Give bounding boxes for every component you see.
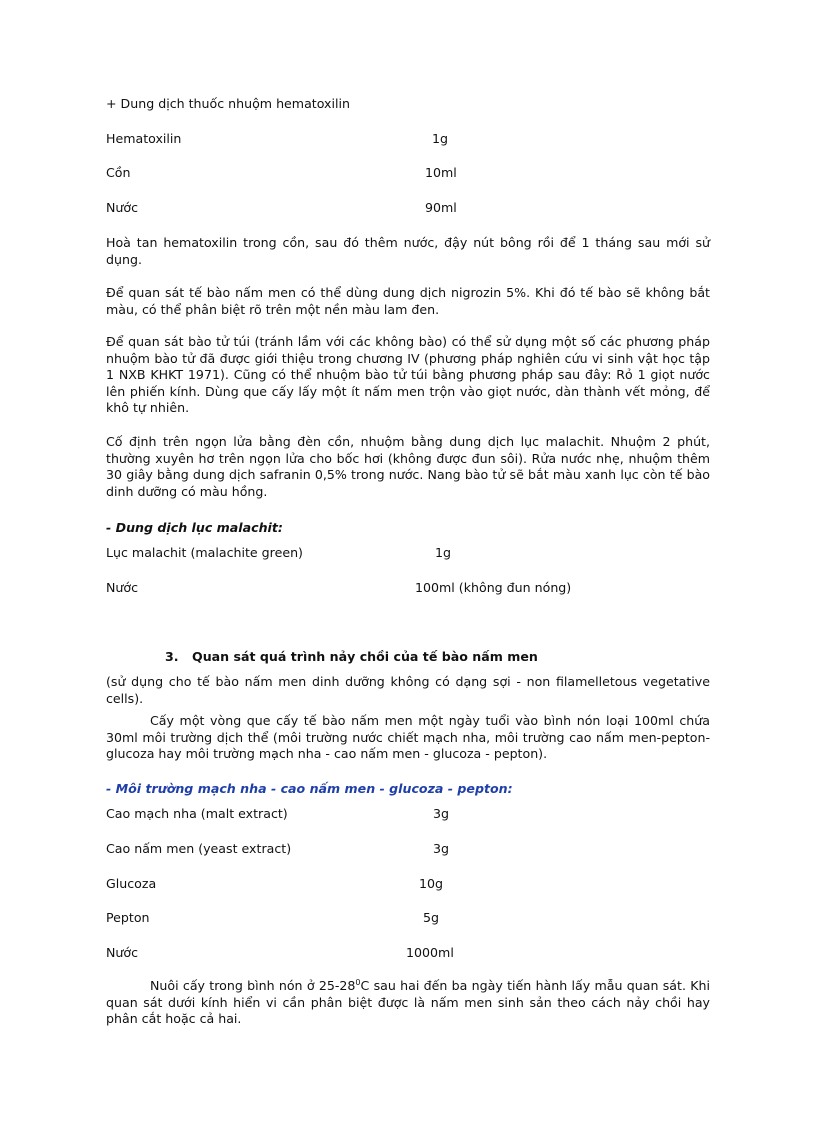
recipe-item-name: Cao mạch nha (malt extract) — [106, 806, 288, 821]
recipe-item-amount: 3g — [433, 806, 450, 821]
recipe-item-name: Cao nấm men (yeast extract) — [106, 841, 292, 856]
superscript-degree: 0 — [355, 978, 361, 987]
recipe-item-name: Pepton — [106, 910, 150, 925]
paragraph-su-dung: (sử dụng cho tế bào nấm men dinh dưỡng không có dạng sợi - non filamelletous vegetative cells). — [106, 674, 710, 706]
recipe-item-amount: 90ml — [425, 200, 457, 215]
recipe-item-name: Nước — [106, 580, 139, 595]
paragraph-nuoi-cay: Nuôi cấy trong bình nón ở $25-28^0C$ sau hai đến ba ngày tiến hành lấy mẫu quan sát. Khi quan sát dưới kính hiển vi cần phân biệt được là nấm men sinh sản theo cách nảy chồi hay phân cắt hoặc cả hai. — [106, 978, 710, 1026]
recipe-item-name: Glucoza — [106, 876, 157, 891]
paragraph-hoa-tan: Hoà tan hematoxilin trong cồn, sau đó thêm nước, đậy nút bông rồi để 1 tháng sau mới sử dụng. — [106, 235, 710, 267]
recipe-item-amount: 10ml — [425, 165, 457, 180]
section-3-title: Quan sát quá trình nảy chồi của tế bào nấm men — [192, 649, 538, 664]
malachit-heading: - Dung dịch lục malachit: — [106, 520, 283, 535]
section-3-number: 3. — [165, 649, 179, 664]
recipe-item-amount: 5g — [423, 910, 440, 925]
paragraph-nigrozin: Để quan sát tế bào nấm men có thể dùng dung dịch nigrozin 5%. Khi đó tế bào sẽ không bắt màu, có thể phân biệt rõ trên một nền màu lam đen. — [106, 285, 710, 317]
recipe-item-amount: 1g — [435, 545, 452, 560]
recipe-item-amount: 100ml (không đun nóng) — [415, 580, 572, 595]
recipe-item-amount: 10g — [419, 876, 444, 891]
moi-truong-heading: - Môi trường mạch nha - cao nấm men - glucoza - pepton: — [106, 781, 513, 796]
hematoxilin-title: + Dung dịch thuốc nhuộm hematoxilin — [106, 96, 350, 111]
recipe-item-amount: 1000ml — [406, 945, 454, 960]
recipe-item-amount: 1g — [432, 131, 449, 146]
recipe-item-name: Nước — [106, 945, 139, 960]
paragraph-co-dinh: Cố định trên ngọn lửa bằng đèn cồn, nhuộm bằng dung dịch lục malachit. Nhuộm 2 phút, thường xuyên hơ trên ngọn lửa cho bốc hơi (không được đun sôi). Rửa nước nhẹ, nhuộm thêm 30 giây bằng dung dịch safranin 0,5% trong nước. Nang bào tử sẽ bắt màu xanh lục còn tế bào dinh dưỡng có màu hồng. — [106, 434, 710, 499]
paragraph-bao-tu: Để quan sát bào tử túi (tránh lầm với các không bào) có thể sử dụng một số các phương pháp nhuộm bào tử đã được giới thiệu trong chương IV (phương pháp nghiên cứu vi sinh vật học tập 1 NXB KHKT 1971). Cũng có thể nhuộm bào tử túi bằng phương pháp sau đây: Rỏ 1 giọt nước lên phiến kính. Dùng que cấy lấy một ít nấm men trộn vào giọt nước, dàn thành vết mỏng, để khô tự nhiên. — [106, 334, 710, 415]
recipe-item-name: Cồn — [106, 165, 131, 180]
recipe-item-name: Lục malachit (malachite green) — [106, 545, 303, 560]
paragraph-cay: Cấy một vòng que cấy tế bào nấm men một ngày tuổi vào bình nón loại 100ml chứa 30ml môi trường dịch thể (môi trường nước chiết mạch nha, môi trường cao nấm men-pepton-glucoza hay môi trường mạch nha - cao nấm men - glucoza - pepton). — [106, 713, 710, 761]
recipe-item-name: Hematoxilin — [106, 131, 182, 146]
recipe-item-name: Nước — [106, 200, 139, 215]
recipe-item-amount: 3g — [433, 841, 450, 856]
